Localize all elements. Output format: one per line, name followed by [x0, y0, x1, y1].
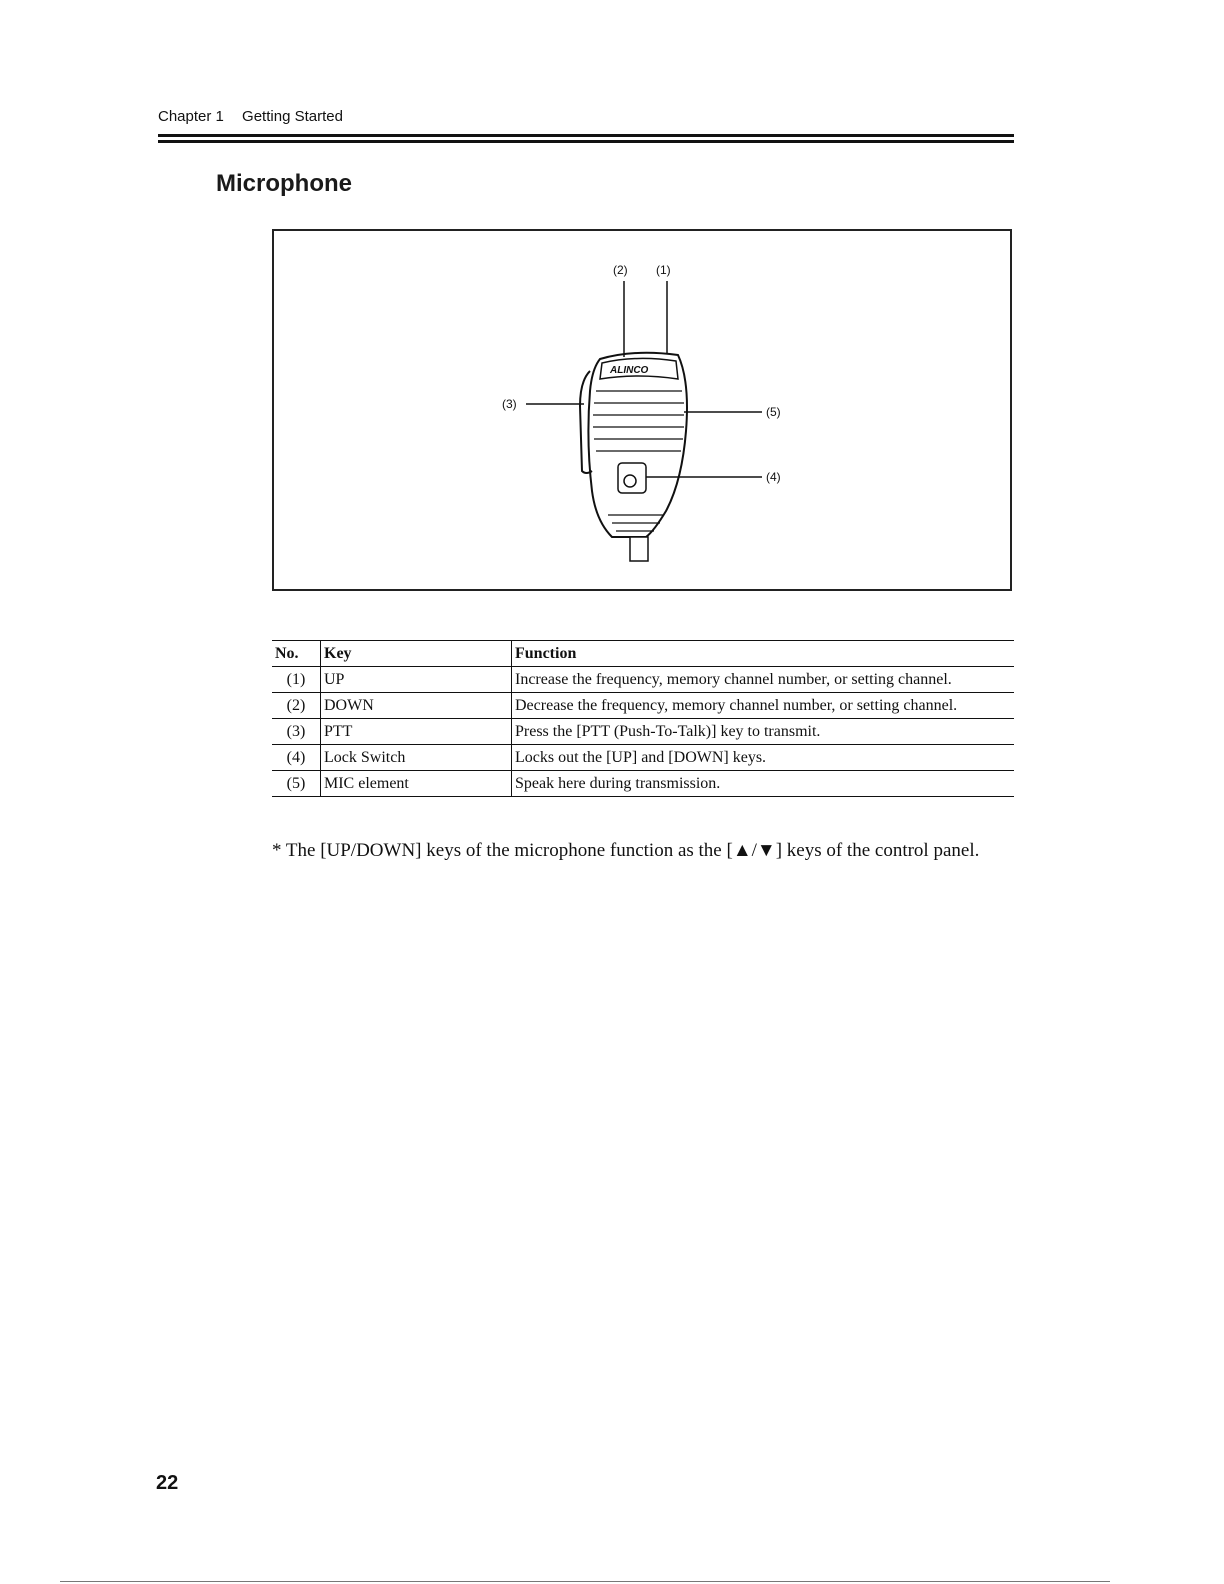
header-rule [158, 140, 1014, 143]
callout-3: (3) [502, 397, 517, 411]
row-no: (3) [272, 719, 321, 745]
microphone-illustration [274, 231, 1010, 589]
callout-1: (1) [656, 263, 671, 277]
row-key: PTT [321, 719, 512, 745]
row-function: Press the [PTT (Push-To-Talk)] key to transmit. [512, 719, 1015, 745]
table-header-row [272, 641, 1014, 667]
table-row [272, 745, 1014, 771]
header-rule [158, 134, 1014, 137]
table-row [272, 719, 1014, 745]
footer-rule [60, 1581, 1110, 1582]
page-number: 22 [156, 1472, 179, 1494]
running-header [158, 108, 357, 125]
row-function: Locks out the [UP] and [DOWN] keys. [512, 745, 1015, 771]
key-function-table [272, 640, 1014, 797]
callout-2: (2) [613, 263, 628, 277]
row-function: Speak here during transmission. [512, 771, 1015, 797]
row-no: (5) [272, 771, 321, 797]
table-row [272, 771, 1014, 797]
brand-logo: ALINCO [610, 365, 649, 376]
header-function: Function [512, 641, 1015, 667]
row-key: UP [321, 667, 512, 693]
row-key: MIC element [321, 771, 512, 797]
table-row [272, 667, 1014, 693]
callout-4: (4) [766, 470, 781, 484]
microphone-figure [272, 229, 1012, 591]
section-label: Getting Started [242, 108, 343, 125]
table-row [272, 693, 1014, 719]
callout-5: (5) [766, 405, 781, 419]
page-title: Microphone [216, 170, 352, 197]
footnote: * The [UP/DOWN] keys of the microphone function as the [▲/▼] keys of the control panel. [272, 840, 980, 861]
chapter-label: Chapter 1 [158, 108, 224, 125]
row-key: DOWN [321, 693, 512, 719]
row-key: Lock Switch [321, 745, 512, 771]
row-no: (4) [272, 745, 321, 771]
header-key: Key [321, 641, 512, 667]
row-function: Increase the frequency, memory channel number, or setting channel. [512, 667, 1015, 693]
row-no: (2) [272, 693, 321, 719]
header-no: No. [272, 641, 321, 667]
row-no: (1) [272, 667, 321, 693]
row-function: Decrease the frequency, memory channel number, or setting channel. [512, 693, 1015, 719]
